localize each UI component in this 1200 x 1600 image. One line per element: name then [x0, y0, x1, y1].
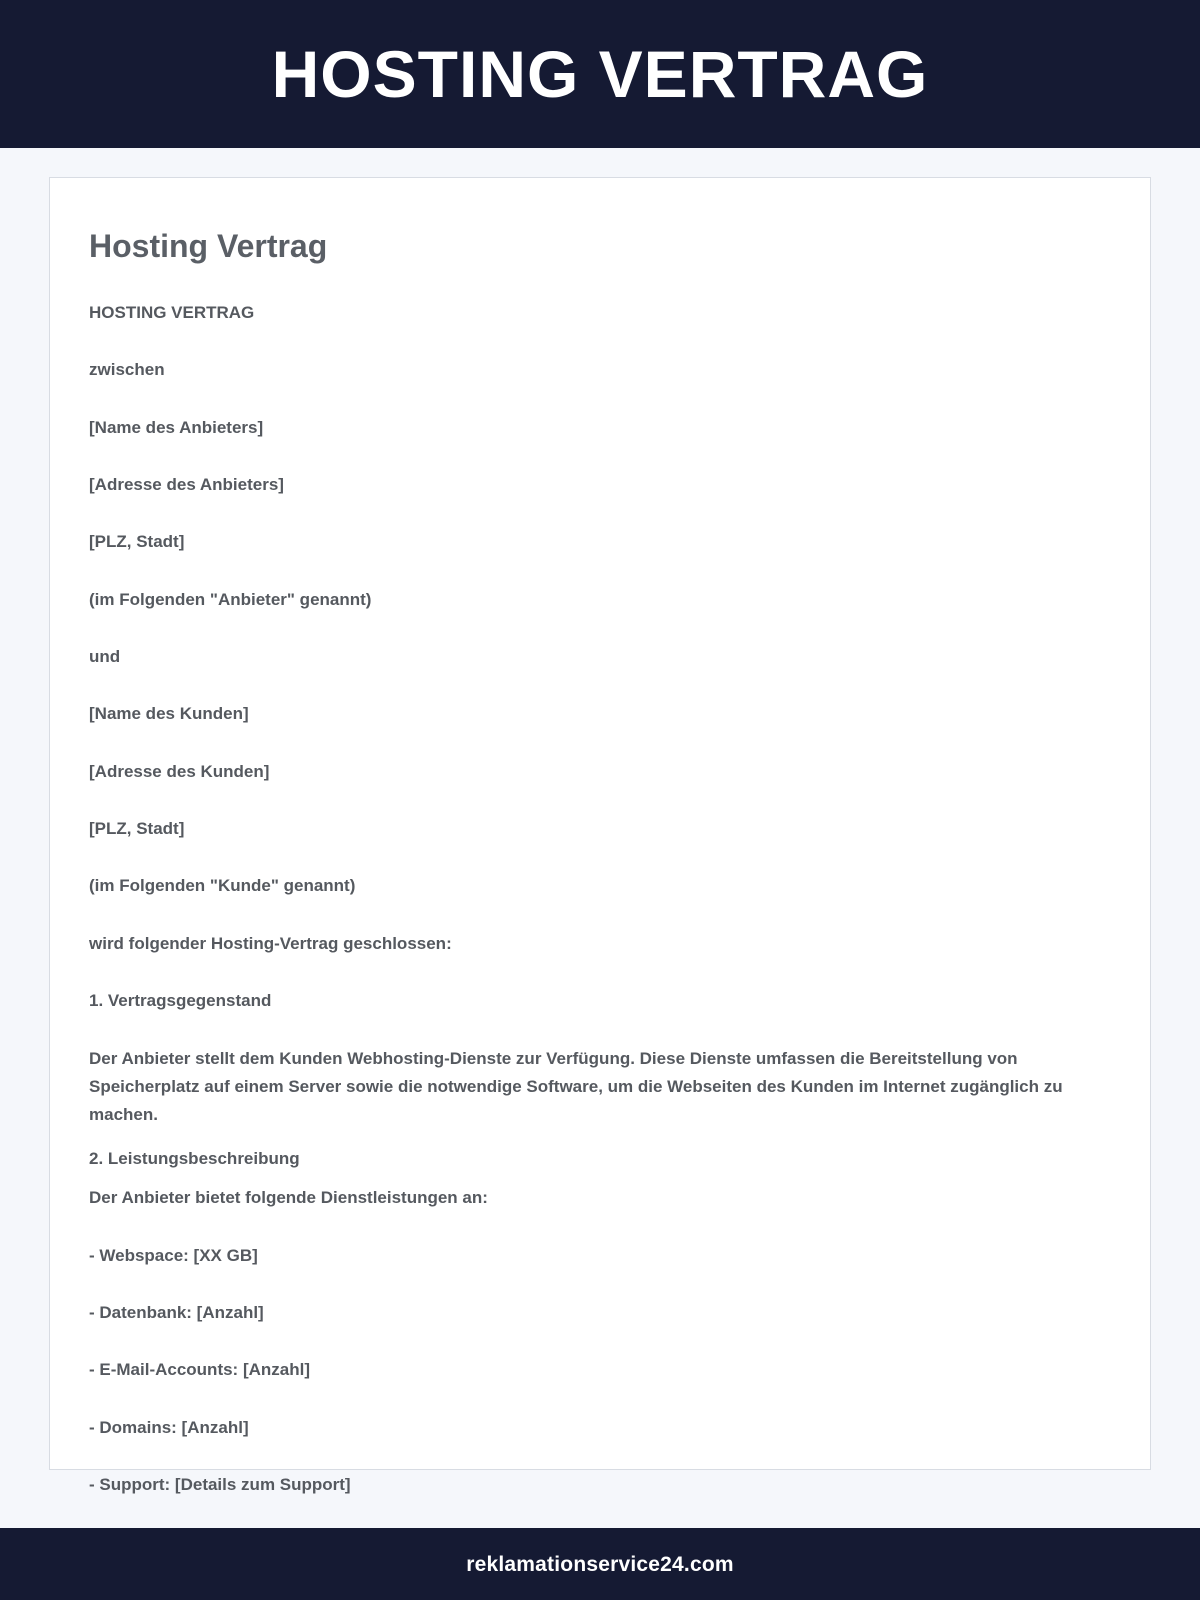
- document-paragraph: (im Folgenden "Kunde" genannt): [89, 876, 356, 896]
- document-paragraph: [PLZ, Stadt]: [89, 819, 185, 839]
- document-title: Hosting Vertrag: [89, 228, 328, 264]
- document-paragraph: - Webspace: [XX GB]: [89, 1245, 258, 1265]
- page-header-title: HOSTING VERTRAG: [271, 37, 929, 111]
- document-card: [49, 177, 1151, 1495]
- document-paragraph: Der Anbieter bietet folgende Dienstleistungen an:: [89, 1188, 488, 1208]
- document-paragraph-list: [88, 300, 1112, 1498]
- document-paragraph: - Support: [Details zum Support]: [89, 1475, 351, 1495]
- document-paragraph: zwischen: [89, 360, 165, 380]
- document-paragraph: - Domains: [Anzahl]: [89, 1417, 249, 1437]
- document-paragraph: - Datenbank: [Anzahl]: [89, 1303, 264, 1323]
- document-paragraph: 2. Leistungsbeschreibung: [89, 1149, 300, 1169]
- page-footer-banner: [0, 1528, 1200, 1600]
- document-paragraph: [Name des Kunden]: [89, 704, 249, 724]
- document-paragraph: [Adresse des Kunden]: [89, 761, 270, 781]
- document-paragraph: (im Folgenden "Anbieter" genannt): [89, 589, 372, 609]
- document-paragraph: wird folgender Hosting-Vertrag geschlossen:: [89, 933, 452, 953]
- document-paragraph: [PLZ, Stadt]: [89, 532, 185, 552]
- page-header-banner: [0, 0, 1200, 148]
- document-paragraph: - E-Mail-Accounts: [Anzahl]: [89, 1360, 310, 1380]
- document-paragraph: [Adresse des Anbieters]: [89, 475, 284, 495]
- document-paragraph: Der Anbieter stellt dem Kunden Webhosting-Dienste zur Verfügung. Diese Dienste umfassen die Bereitstellung von Speicherplatz auf einem Server sowie die notwendige Software, um die Webseiten des Kunden im Internet zugänglich zu machen.: [89, 1049, 1063, 1124]
- document-paragraph: HOSTING VERTRAG: [89, 303, 255, 322]
- footer-website-label: reklamationservice24.com: [466, 1552, 734, 1576]
- document-paragraph: 1. Vertragsgegenstand: [89, 991, 272, 1011]
- document-paragraph: und: [89, 647, 121, 667]
- document-paragraph: [Name des Anbieters]: [89, 417, 264, 437]
- document-content-area: [0, 148, 1200, 1528]
